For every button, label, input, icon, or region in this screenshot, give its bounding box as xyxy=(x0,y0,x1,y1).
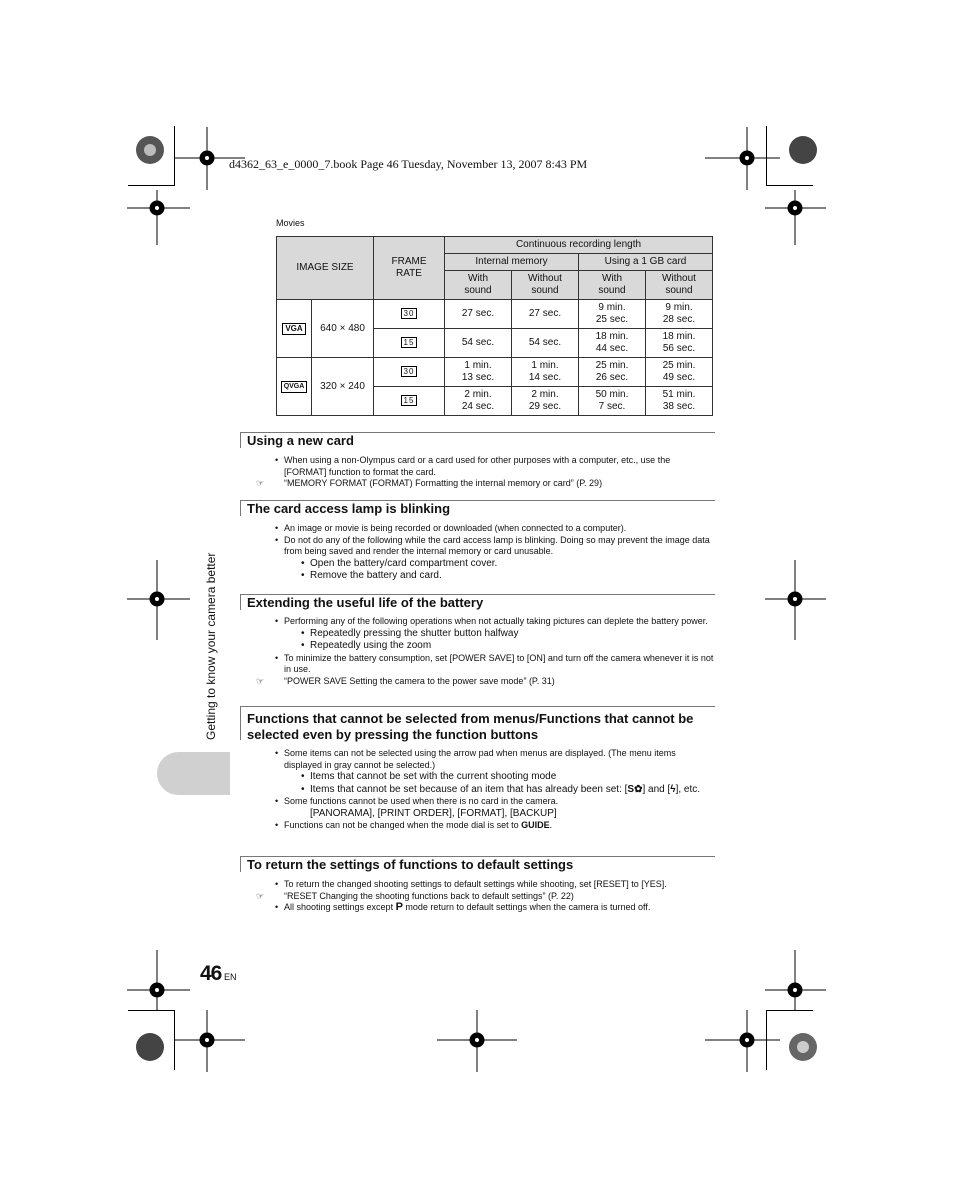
frame-rate-15-icon: 15 xyxy=(374,329,445,358)
cell: 18 min. 44 sec. xyxy=(579,329,646,358)
cell: 54 sec. xyxy=(445,329,512,358)
bullet: • An image or movie is being recorded or downloaded (when connected to a computer). xyxy=(275,523,715,535)
bullet: • To minimize the battery consumption, set [POWER SAVE] to [ON] and turn off the camera whenever it is not in use. xyxy=(275,653,715,676)
reset-body xyxy=(256,879,715,914)
cell: 51 min. 38 sec. xyxy=(646,387,713,416)
col-internal: Internal memory xyxy=(445,254,579,271)
section-title: Extending the useful life of the battery xyxy=(247,595,484,610)
reference: ☞ “POWER SAVE Setting the camera to the power save mode” (P. 31) xyxy=(256,675,555,686)
bullet: • When using a non-Olympus card or a card used for other purposes with a computer, etc., use the [FORMAT] function to format the card. xyxy=(275,455,715,478)
cell: 25 min. 26 sec. xyxy=(579,358,646,387)
col-card: Using a 1 GB card xyxy=(579,254,713,271)
functions-body xyxy=(275,748,715,832)
sub-bullet: • Remove the battery and card. xyxy=(275,570,715,583)
reference-hand-icon: ☞ xyxy=(256,890,265,901)
print-slug: d4362_63_e_0000_7.book Page 46 Tuesday, November 13, 2007 8:43 PM xyxy=(229,157,588,171)
section-title: Functions that cannot be selected from menus/Functions that cannot be selected even by pressing the function buttons xyxy=(247,711,694,742)
table-caption: Movies xyxy=(276,218,305,228)
col-int-without: Without sound xyxy=(512,271,579,300)
col-continuous: Continuous recording length xyxy=(445,237,713,254)
bullet: • Do not do any of the following while the card access lamp is blinking. Doing so may prevent the image data from being saved and render the internal memory or card unusable. xyxy=(275,535,715,558)
sub-bullet: • Repeatedly using the zoom xyxy=(275,640,715,653)
sub-bullet: • Items that cannot be set with the current shooting mode xyxy=(275,771,715,784)
frame-rate-30-icon: 30 xyxy=(374,300,445,329)
qvga-mode-icon: QVGA xyxy=(277,358,312,416)
function-list: [PANORAMA], [PRINT ORDER], [FORMAT], [BACKUP] xyxy=(310,807,557,819)
chapter-side-label: Getting to know your camera better xyxy=(204,552,218,740)
section-title: To return the settings of functions to default settings xyxy=(247,857,574,872)
reference: ☞ “MEMORY FORMAT (FORMAT) Formatting the internal memory or card” (P. 29) xyxy=(256,478,603,488)
reference-hand-icon: ☞ xyxy=(256,478,265,488)
bullet: • Some functions cannot be used when there is no card in the camera. xyxy=(275,796,715,808)
cell: 9 min. 25 sec. xyxy=(579,300,646,329)
cell: 2 min. 24 sec. xyxy=(445,387,512,416)
col-int-with: With sound xyxy=(445,271,512,300)
bullet: • Performing any of the following operations when not actually taking pictures can deplete the battery power. xyxy=(275,616,715,628)
reference: ☞ “RESET Changing the shooting functions back to default settings” (P. 22) xyxy=(256,890,574,901)
bullet: • Some items can not be selected using the arrow pad when menus are displayed. (The menu items displayed in gray cannot be selected.) xyxy=(275,748,715,771)
reference-hand-icon: ☞ xyxy=(256,675,265,686)
sub-bullet: • Open the battery/card compartment cover. xyxy=(275,558,715,571)
section-title: Using a new card xyxy=(247,433,354,448)
frame-rate-30-icon: 30 xyxy=(374,358,445,387)
vga-mode-icon: VGA xyxy=(277,300,312,358)
col-frame-rate: FRAME RATE xyxy=(374,237,445,300)
guide-mode-icon: GUIDE xyxy=(521,820,550,830)
cell: 2 min. 29 sec. xyxy=(512,387,579,416)
battery-body xyxy=(256,616,715,687)
cell: 27 sec. xyxy=(445,300,512,329)
bullet: • To return the changed shooting settings to default settings while shooting, set [RESET] to [YES]. xyxy=(275,879,715,891)
cell: 1 min. 13 sec. xyxy=(445,358,512,387)
movie-recording-table xyxy=(276,236,713,416)
flash-icon: ϟ xyxy=(670,783,676,795)
image-size-cell: 320 × 240 xyxy=(312,358,374,416)
cell: 54 sec. xyxy=(512,329,579,358)
page-number: 46 xyxy=(200,962,222,985)
col-card-without: Without sound xyxy=(646,271,713,300)
col-image-size: IMAGE SIZE xyxy=(277,237,374,300)
image-size-cell: 640 × 480 xyxy=(312,300,374,358)
super-macro-icon: S✿ xyxy=(627,783,643,795)
cell: 50 min. 7 sec. xyxy=(579,387,646,416)
sub-bullet: • Items that cannot be set because of an item that has already been set: [S✿] and [ϟ], etc. xyxy=(275,784,715,797)
program-mode-icon: P xyxy=(395,901,403,913)
new-card-body xyxy=(256,455,715,490)
bullet: • All shooting settings except P mode return to default settings when the camera is turned off. xyxy=(275,902,715,914)
cell: 25 min. 49 sec. xyxy=(646,358,713,387)
frame-rate-15-icon: 15 xyxy=(374,387,445,416)
cell: 9 min. 28 sec. xyxy=(646,300,713,329)
cell: 1 min. 14 sec. xyxy=(512,358,579,387)
col-card-with: With sound xyxy=(579,271,646,300)
lamp-body xyxy=(275,523,715,583)
cell: 27 sec. xyxy=(512,300,579,329)
sub-bullet: • Repeatedly pressing the shutter button halfway xyxy=(275,628,715,641)
bullet: • Functions can not be changed when the mode dial is set to GUIDE. xyxy=(275,820,715,832)
cell: 18 min. 56 sec. xyxy=(646,329,713,358)
section-title: The card access lamp is blinking xyxy=(247,501,451,516)
page-language: EN xyxy=(224,972,237,982)
chapter-tab xyxy=(157,752,230,795)
